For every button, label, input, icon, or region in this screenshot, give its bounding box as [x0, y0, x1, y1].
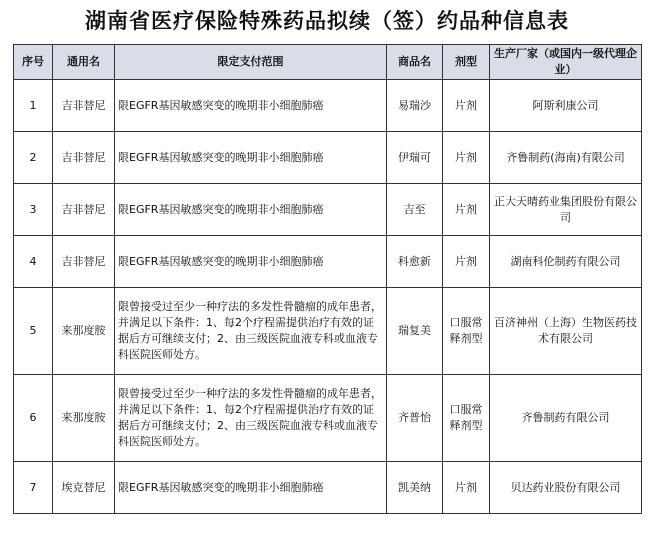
- header-generic-name: 通用名: [53, 45, 115, 80]
- cell-manufacturer: 湖南科伦制药有限公司: [490, 236, 642, 288]
- cell-payment-scope: 限EGFR基因敏感突变的晚期非小细胞肺癌: [115, 184, 387, 236]
- table-row: [14, 462, 642, 514]
- cell-brand-name: 易瑞沙: [387, 80, 443, 132]
- cell-brand-name: 科愈新: [387, 236, 443, 288]
- cell-brand-name: 齐普怡: [387, 375, 443, 462]
- header-brand-name: 商品名: [387, 45, 443, 80]
- cell-brand-name: 瑞复美: [387, 288, 443, 375]
- header-dosage-form: 剂型: [443, 45, 490, 80]
- cell-generic-name: 埃克替尼: [53, 462, 115, 514]
- table-row: [14, 80, 642, 132]
- cell-dosage-form: 片剂: [443, 236, 490, 288]
- cell-generic-name: 来那度胺: [53, 375, 115, 462]
- cell-index: 4: [14, 236, 53, 288]
- cell-manufacturer: 贝达药业股份有限公司: [490, 462, 642, 514]
- cell-payment-scope: 限EGFR基因敏感突变的晚期非小细胞肺癌: [115, 80, 387, 132]
- table-row: [14, 132, 642, 184]
- cell-dosage-form: 口服常释剂型: [443, 375, 490, 462]
- cell-generic-name: 吉非替尼: [53, 132, 115, 184]
- table-row: [14, 288, 642, 375]
- cell-dosage-form: 片剂: [443, 462, 490, 514]
- cell-manufacturer: 正大天晴药业集团股份有限公司: [490, 184, 642, 236]
- cell-index: 3: [14, 184, 53, 236]
- cell-manufacturer: 阿斯利康公司: [490, 80, 642, 132]
- cell-dosage-form: 口服常释剂型: [443, 288, 490, 375]
- cell-dosage-form: 片剂: [443, 80, 490, 132]
- cell-generic-name: 吉非替尼: [53, 80, 115, 132]
- cell-brand-name: 吉至: [387, 184, 443, 236]
- cell-dosage-form: 片剂: [443, 132, 490, 184]
- table-row: [14, 184, 642, 236]
- cell-payment-scope: 限EGFR基因敏感突变的晚期非小细胞肺癌: [115, 132, 387, 184]
- header-index: 序号: [14, 45, 53, 80]
- cell-manufacturer: 齐鲁制药有限公司: [490, 375, 642, 462]
- header-manufacturer: 生产厂家（或国内一级代理企业）: [490, 45, 642, 80]
- cell-index: 5: [14, 288, 53, 375]
- table-row: [14, 236, 642, 288]
- cell-manufacturer: 齐鲁制药(海南)有限公司: [490, 132, 642, 184]
- cell-payment-scope: 限EGFR基因敏感突变的晚期非小细胞肺癌: [115, 462, 387, 514]
- cell-index: 1: [14, 80, 53, 132]
- cell-generic-name: 来那度胺: [53, 288, 115, 375]
- cell-dosage-form: 片剂: [443, 184, 490, 236]
- cell-payment-scope: 限曾接受过至少一种疗法的多发性骨髓瘤的成年患者，并满足以下条件：1、每2个疗程需提供治疗有效的证据后方可继续支付；2、由三级医院血液专科或血液专科医院医师处方。: [115, 288, 387, 375]
- cell-payment-scope: 限曾接受过至少一种疗法的多发性骨髓瘤的成年患者，并满足以下条件：1、每2个疗程需提供治疗有效的证据后方可继续支付；2、由三级医院血液专科或血液专科医院医师处方。: [115, 375, 387, 462]
- cell-brand-name: 凯美纳: [387, 462, 443, 514]
- cell-index: 2: [14, 132, 53, 184]
- cell-generic-name: 吉非替尼: [53, 236, 115, 288]
- header-payment-scope: 限定支付范围: [115, 45, 387, 80]
- cell-index: 7: [14, 462, 53, 514]
- cell-generic-name: 吉非替尼: [53, 184, 115, 236]
- drug-info-table: [13, 44, 642, 514]
- cell-index: 6: [14, 375, 53, 462]
- cell-manufacturer: 百济神州（上海）生物医药技术有限公司: [490, 288, 642, 375]
- page-title: 湖南省医疗保险特殊药品拟续（签）约品种信息表: [85, 9, 569, 33]
- cell-brand-name: 伊瑞可: [387, 132, 443, 184]
- table-row: [14, 375, 642, 462]
- cell-payment-scope: 限EGFR基因敏感突变的晚期非小细胞肺癌: [115, 236, 387, 288]
- table-header-row: [14, 45, 642, 80]
